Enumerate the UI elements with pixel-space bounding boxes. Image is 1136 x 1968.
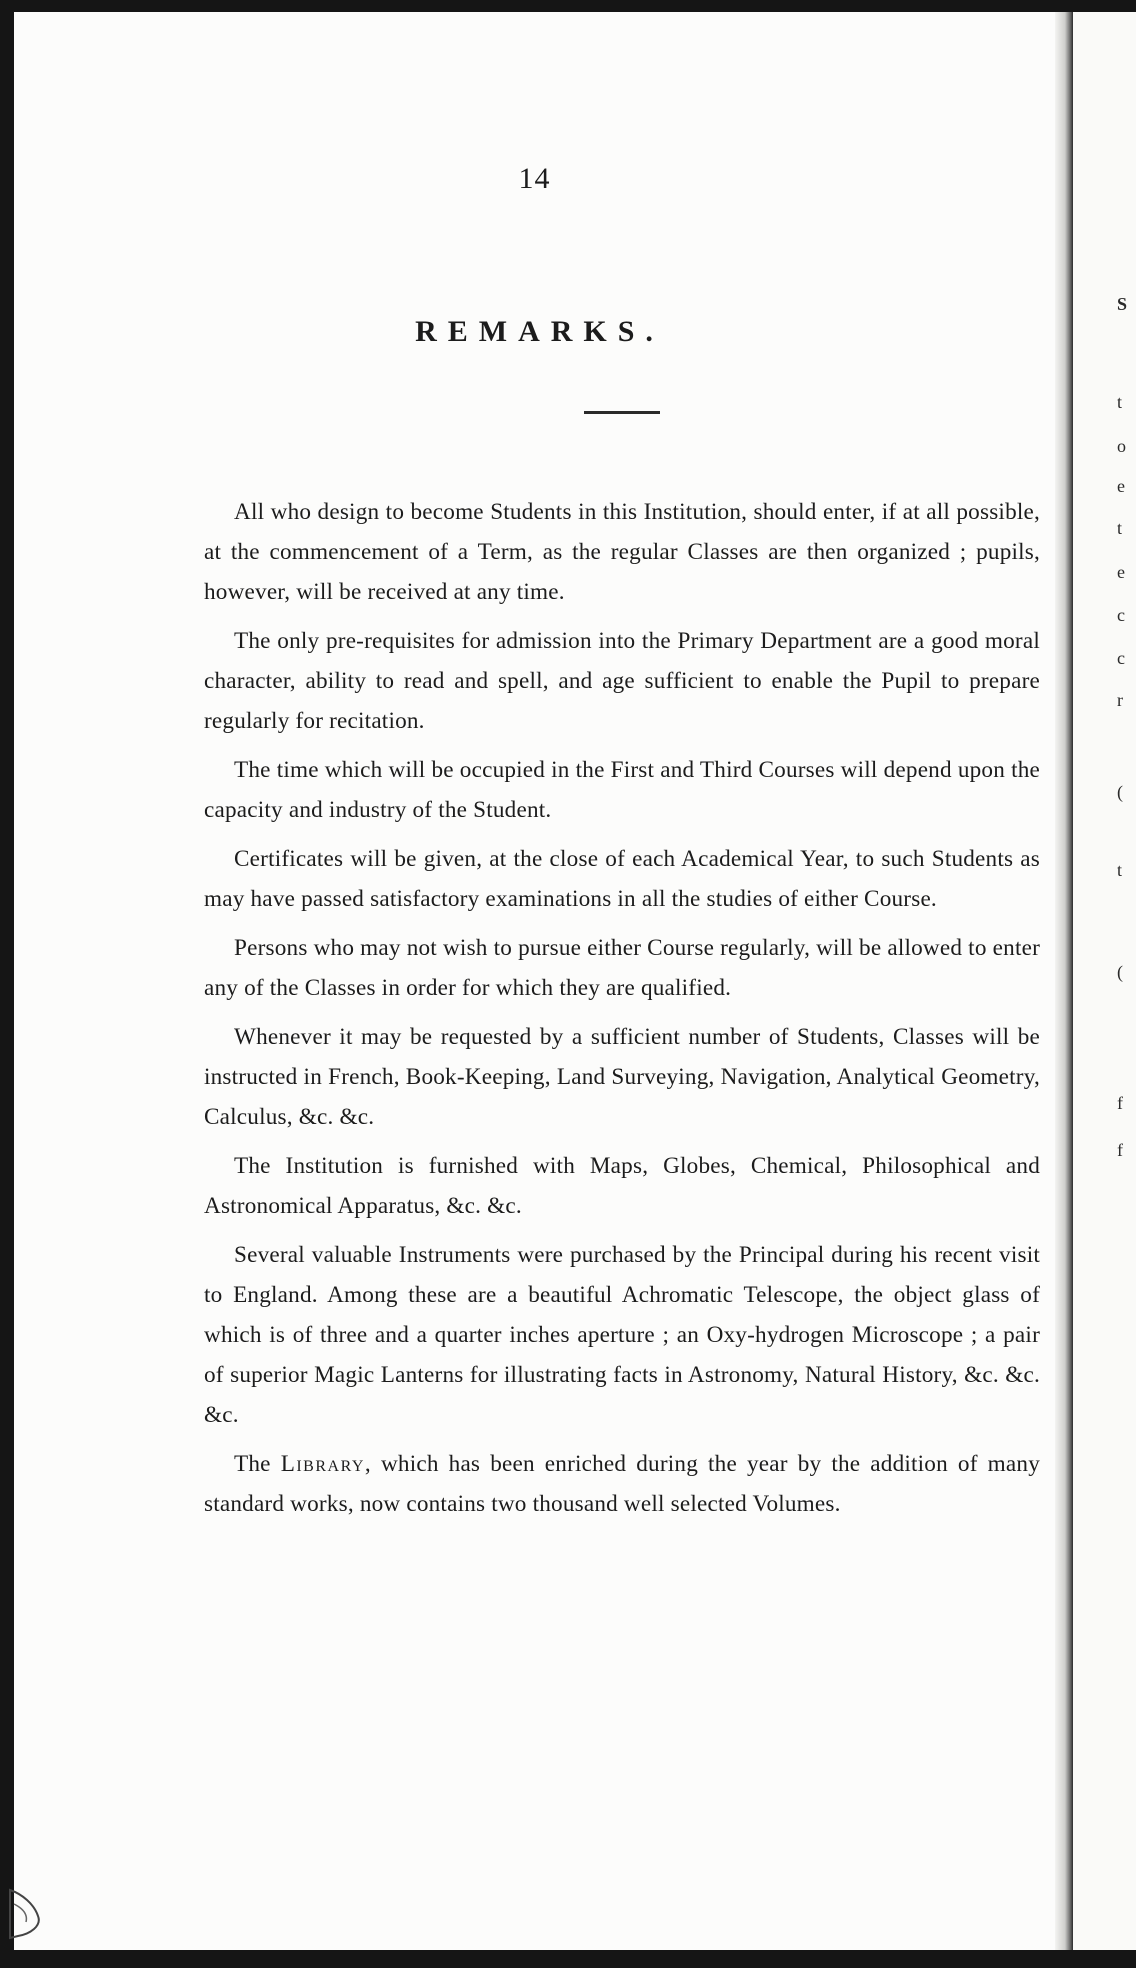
paragraph: Several valuable Instruments were purchased by the Principal during his recent visit to England. Among these are a beautiful Achromatic Telescope, the object glass of which is of three and a quarter inches aperture ; an Oxy-hydrogen Microscope ; a pair of superior Magic Lanterns for illustrating facts in Astronomy, Natural History, &c. &c. &c. xyxy=(204,1242,1040,1428)
fragment: f xyxy=(1117,1093,1123,1113)
worn-corner-mark xyxy=(8,1880,52,1940)
paragraph: Whenever it may be requested by a sufficient number of Students, Classes will be instructed in French, Book-Keeping, Land Surveying, Navigation, Analytical Geometry, Calculus, &c. &c. xyxy=(204,1024,1040,1130)
paragraph: Persons who may not wish to pursue either Course regularly, will be allowed to enter any of the Classes in order for which they are qualified. xyxy=(204,935,1040,1001)
heading-rule xyxy=(584,411,660,414)
fragment: S xyxy=(1117,294,1128,314)
adjacent-page-text-fragments xyxy=(1117,0,1136,1968)
fragment: t xyxy=(1117,518,1123,538)
library-term: Library xyxy=(280,1451,365,1477)
fragment: f xyxy=(1117,1140,1123,1160)
scan-border-left xyxy=(0,0,14,1968)
page-heading: REMARKS. xyxy=(415,315,664,348)
paragraph: All who design to become Students in this Institution, should enter, if at all possible, at the commencement of a Term, as the regular Classes are then organized ; pupils, however, will be received at any time. xyxy=(204,499,1040,605)
book-page xyxy=(14,12,1055,1950)
fragment: ( xyxy=(1117,782,1123,802)
scan-border-bottom xyxy=(0,1950,1136,1968)
fragment: e xyxy=(1117,562,1125,582)
page-number: 14 xyxy=(518,162,551,195)
fragment: c xyxy=(1117,605,1125,625)
fragment: o xyxy=(1117,436,1126,456)
fragment: e xyxy=(1117,476,1125,496)
paragraph: The time which will be occupied in the First and Third Courses will depend upon the capacity and industry of the Student. xyxy=(204,757,1040,823)
fragment: t xyxy=(1117,392,1123,412)
page-fold-shadow xyxy=(1055,0,1073,1968)
library-rest: , which has been enriched during the year by the addition of many standard works, now contains two thousand well selected Volumes. xyxy=(204,1451,1040,1517)
remarks-body xyxy=(204,492,1040,1533)
fragment: ( xyxy=(1117,962,1123,982)
fragment: r xyxy=(1117,690,1123,710)
fragment: t xyxy=(1117,860,1123,880)
library-prefix: The xyxy=(234,1451,281,1477)
paragraph: The Institution is furnished with Maps, Globes, Chemical, Philosophical and Astronomical Apparatus, &c. &c. xyxy=(204,1153,1040,1219)
paragraph: The only pre-requisites for admission into the Primary Department are a good moral character, ability to read and spell, and age sufficient to enable the Pupil to prepare regularly for recitation. xyxy=(204,628,1040,734)
library-paragraph xyxy=(204,1444,1040,1524)
fragment: c xyxy=(1117,648,1125,668)
scan-border-top xyxy=(0,0,1136,12)
paragraph: Certificates will be given, at the close of each Academical Year, to such Students as may have passed satisfactory examinations in all the studies of either Course. xyxy=(204,846,1040,912)
